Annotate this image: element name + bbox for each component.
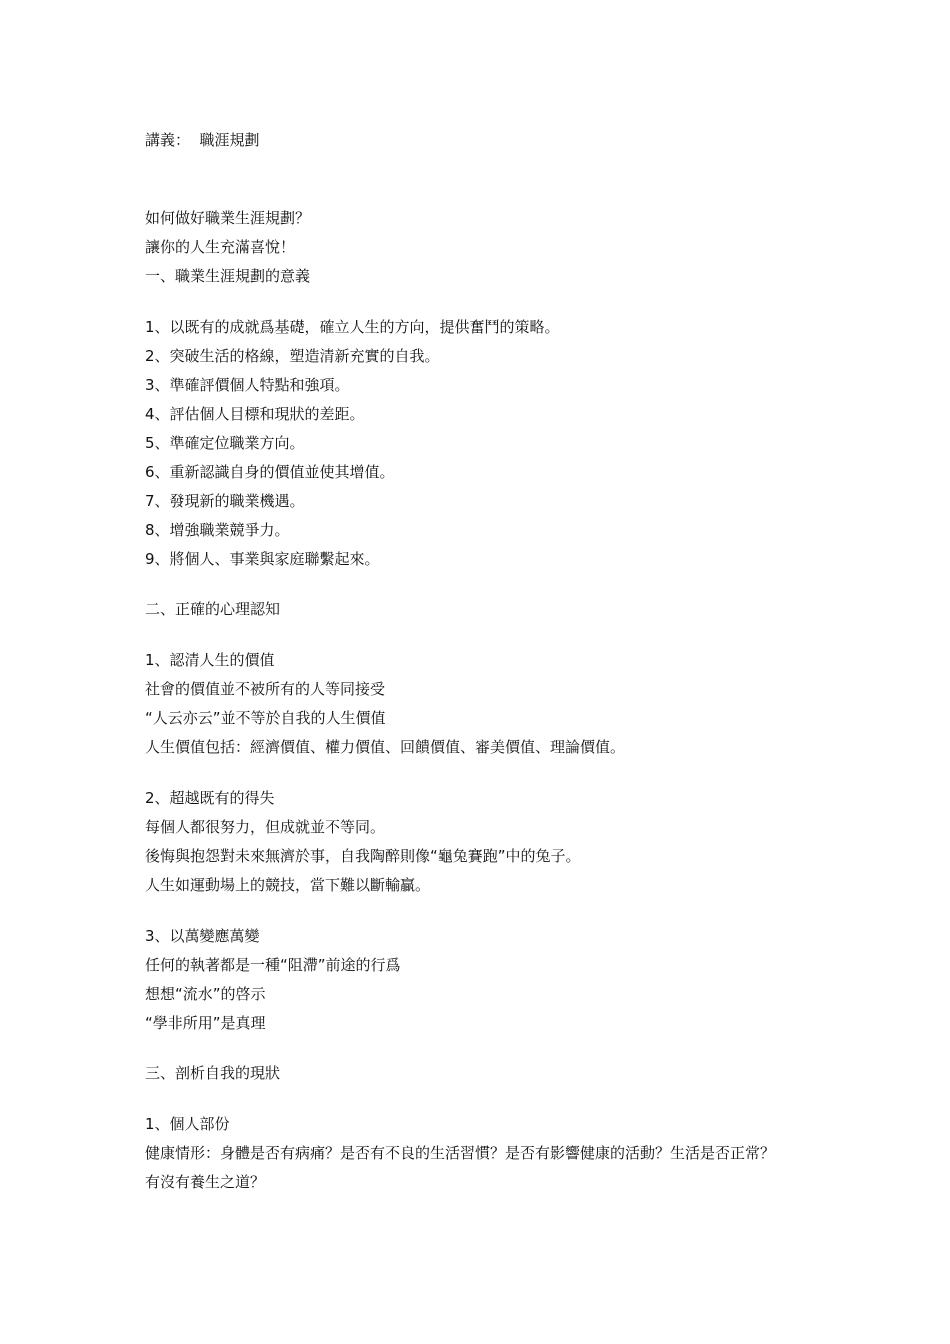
text-line: 9、將個人、事業與家庭聯繫起來。	[145, 550, 380, 568]
text-line: 如何做好職業生涯規劃？	[145, 209, 311, 227]
text-line: 3、以萬變應萬變	[145, 927, 260, 945]
text-line: 一、職業生涯規劃的意義	[145, 267, 311, 285]
text-line: 4、評估個人目標和現狀的差距。	[145, 405, 365, 423]
text-line: 讓你的人生充滿喜悅！	[145, 238, 296, 256]
text-line: “人云亦云”並不等於自我的人生價值	[145, 709, 386, 727]
text-line: 想想“流水”的啓示	[145, 985, 266, 1003]
document-body	[145, 208, 845, 1192]
text-line: 人生如運動場上的競技，當下難以斷輸贏。	[145, 876, 431, 894]
text-line: 任何的執著都是一種“阻滯”前途的行爲	[145, 956, 401, 974]
text-line: 5、準確定位職業方向。	[145, 434, 305, 452]
text-line: 健康情形：身體是否有病痛？是否有不良的生活習慣？是否有影響健康的活動？生活是否正常？	[145, 1144, 776, 1162]
text-line: 8、增強職業競爭力。	[145, 521, 290, 539]
text-line: 1、認清人生的價值	[145, 651, 275, 669]
text-line: 社會的價值並不被所有的人等同接受	[145, 680, 386, 698]
text-line: 3、準確評價個人特點和強項。	[145, 376, 350, 394]
text-line: 2、超越既有的得失	[145, 789, 275, 807]
text-line: 人生價值包括：經濟價值、權力價值、回饋價值、審美價值、理論價值。	[145, 738, 626, 756]
lecture-title: 講義： 職涯規劃	[145, 131, 260, 149]
text-line: 有沒有養生之道？	[145, 1173, 266, 1191]
text-line: 1、個人部份	[145, 1115, 230, 1133]
text-line: 2、突破生活的格線，塑造清新充實的自我。	[145, 347, 440, 365]
text-line: “學非所用”是真理	[145, 1014, 266, 1032]
text-line: 後悔與抱怨對未來無濟於事，自我陶醉則像“龜兔賽跑”中的兔子。	[145, 847, 581, 865]
text-line: 7、發現新的職業機遇。	[145, 492, 305, 510]
text-line: 6、重新認識自身的價值並使其增值。	[145, 463, 395, 481]
text-line: 二、正確的心理認知	[145, 600, 281, 618]
text-line: 1、以既有的成就爲基礎，確立人生的方向，提供奮鬥的策略。	[145, 318, 560, 336]
text-line: 三、剖析自我的現狀	[145, 1064, 281, 1082]
text-line: 每個人都很努力，但成就並不等同。	[145, 818, 386, 836]
